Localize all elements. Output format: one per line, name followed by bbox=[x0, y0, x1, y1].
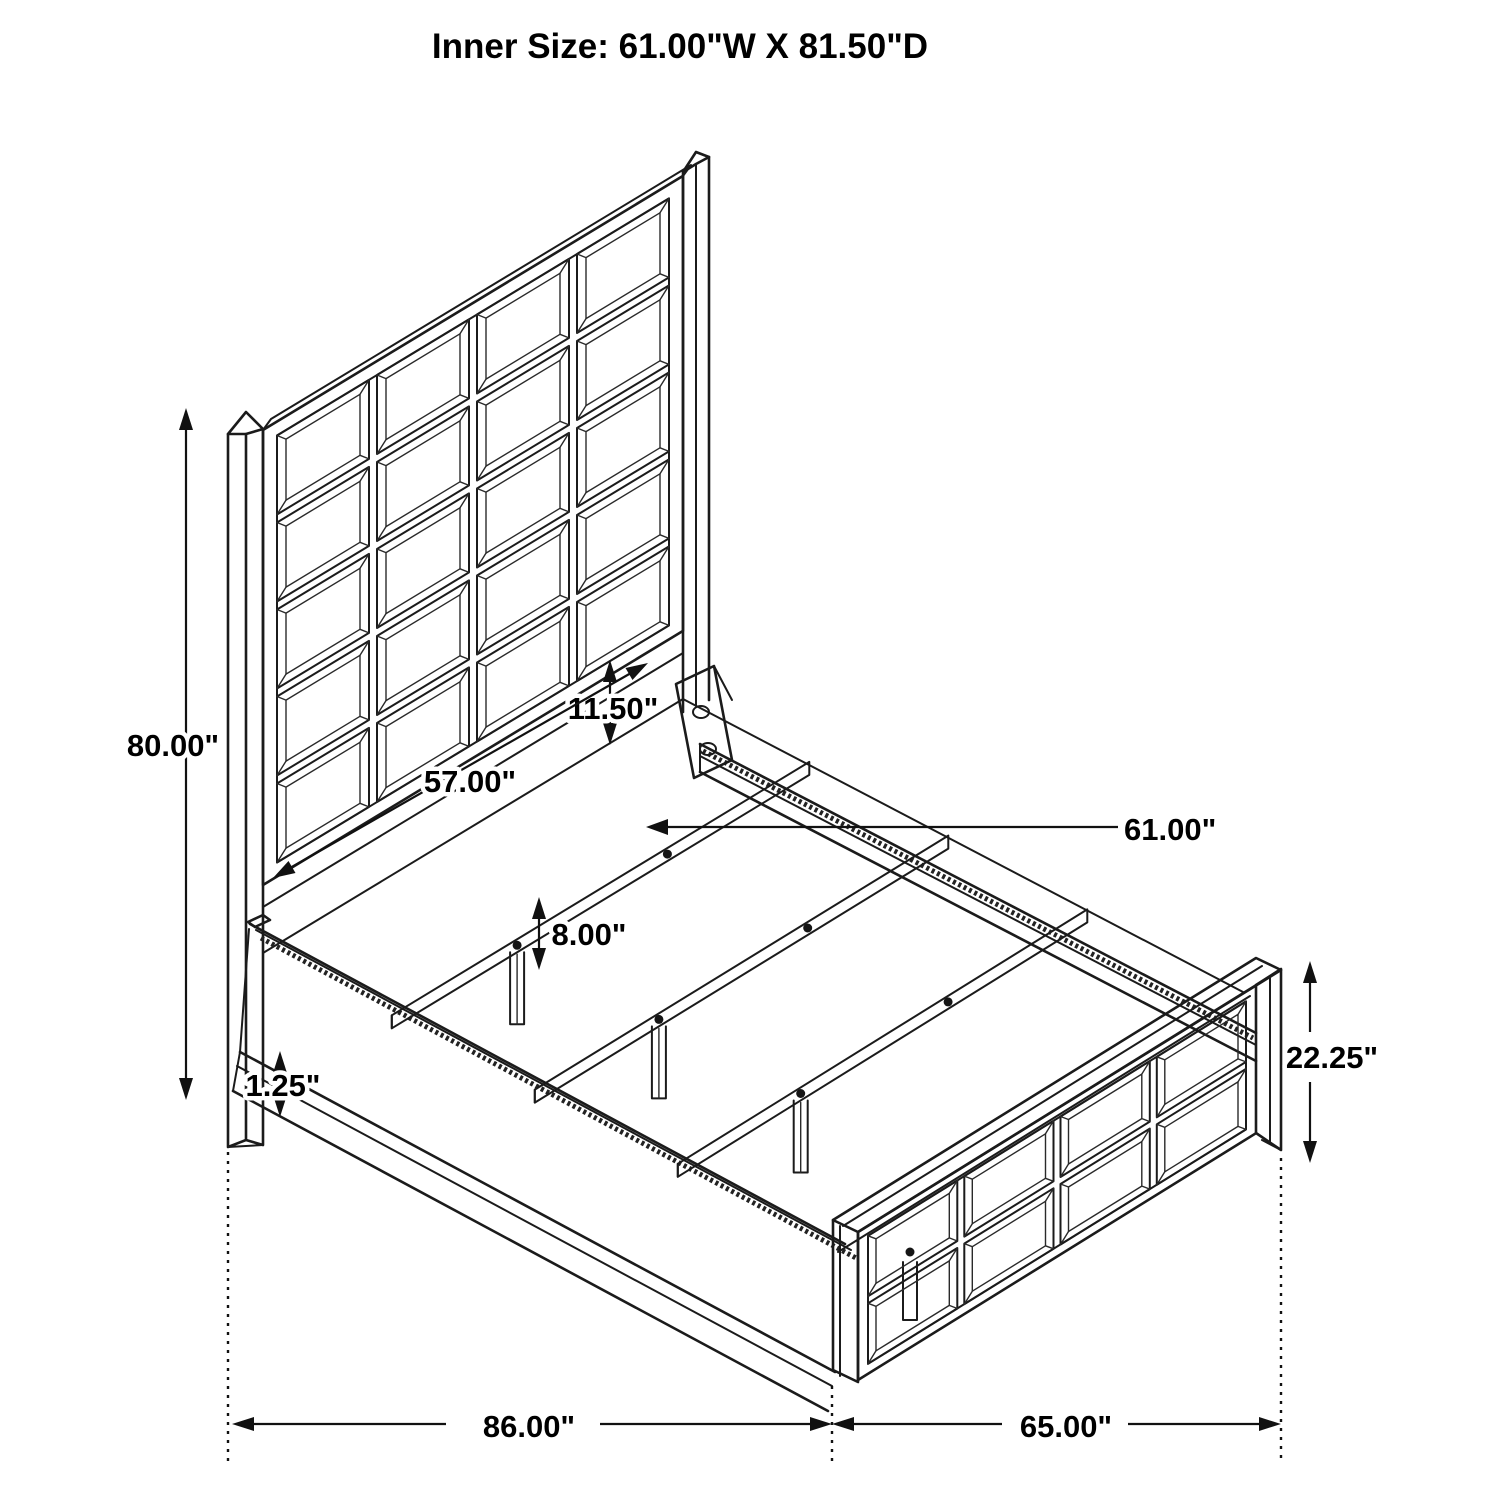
drawing-line bbox=[560, 682, 569, 686]
dim-overall-width bbox=[832, 1409, 1281, 1444]
drawing-line bbox=[377, 549, 386, 553]
drawing-line bbox=[1061, 1117, 1069, 1120]
drawing-line bbox=[360, 629, 369, 633]
drawing-line bbox=[460, 482, 469, 486]
drawing-line bbox=[477, 315, 486, 319]
drawing-line bbox=[1157, 1057, 1165, 1060]
drawing-line bbox=[577, 428, 586, 432]
drawing-line bbox=[1061, 1184, 1069, 1187]
headboard-left-post bbox=[228, 412, 263, 1147]
drawing-line bbox=[386, 508, 460, 614]
drawing-line bbox=[377, 636, 386, 640]
drawing-line bbox=[392, 762, 810, 1028]
dim-headboard-height bbox=[127, 408, 219, 1100]
drawing-line bbox=[560, 334, 569, 338]
drawing-line bbox=[286, 481, 360, 587]
screw-hole bbox=[803, 924, 812, 933]
page-title: Inner Size: 61.00"W X 81.50"D bbox=[431, 27, 929, 66]
label-overall-width: 65.00" bbox=[1019, 1409, 1113, 1444]
drawing-line bbox=[460, 395, 469, 399]
drawing-line bbox=[277, 436, 286, 440]
drawing-line bbox=[577, 515, 586, 519]
rail-bracket bbox=[676, 666, 732, 778]
drawing-line bbox=[477, 663, 486, 667]
label-headboard-panel-width: 57.00" bbox=[423, 764, 517, 799]
drawing-line bbox=[964, 1176, 972, 1179]
slat-supports bbox=[392, 762, 1088, 1177]
dim-footboard-height bbox=[1286, 961, 1378, 1163]
drawing-line bbox=[360, 803, 369, 807]
drawing-line bbox=[660, 361, 669, 365]
drawing-line bbox=[577, 254, 586, 258]
drawing-line bbox=[1069, 1142, 1142, 1232]
screw-hole bbox=[796, 1089, 805, 1098]
drawing-line bbox=[560, 595, 569, 599]
near-side-rail bbox=[233, 915, 856, 1411]
drawing-line bbox=[660, 622, 669, 626]
drawing-line bbox=[586, 387, 660, 493]
drawing-line bbox=[577, 341, 586, 345]
drawing-line bbox=[277, 697, 286, 701]
label-rail-lip: 1.25" bbox=[245, 1068, 321, 1103]
drawing-line bbox=[949, 1305, 957, 1308]
drawing-line bbox=[360, 716, 369, 720]
drawing-line bbox=[577, 602, 586, 606]
drawing-line bbox=[477, 576, 486, 580]
screw-hole bbox=[663, 850, 672, 859]
drawing-line bbox=[460, 743, 469, 747]
drawing-line bbox=[1238, 1126, 1246, 1129]
drawing-line bbox=[477, 402, 486, 406]
drawing-line bbox=[386, 595, 460, 701]
drawing-line bbox=[360, 542, 369, 546]
drawing-line bbox=[377, 723, 386, 727]
footboard bbox=[833, 958, 1281, 1382]
headboard-right-post bbox=[683, 152, 709, 712]
drawing-line bbox=[1142, 1119, 1150, 1122]
drawing-line bbox=[868, 1303, 876, 1306]
drawing-line bbox=[660, 274, 669, 278]
drawing-line bbox=[360, 455, 369, 459]
drawing-line bbox=[560, 508, 569, 512]
drawing-line bbox=[277, 610, 286, 614]
drawing-line bbox=[1142, 1186, 1150, 1189]
label-inner-width: 61.00" bbox=[1124, 812, 1217, 847]
drawing-line bbox=[868, 1001, 1246, 1363]
label-headboard-height: 80.00" bbox=[126, 728, 220, 763]
drawing-line bbox=[660, 448, 669, 452]
drawing-line bbox=[486, 447, 560, 553]
drawing-line bbox=[1238, 1059, 1246, 1062]
drawing-line bbox=[868, 1236, 876, 1239]
drawing-line bbox=[660, 535, 669, 539]
drawing-line bbox=[949, 1238, 957, 1241]
drawing-line bbox=[277, 784, 286, 788]
drawing-line bbox=[964, 1244, 972, 1247]
drawing-line bbox=[858, 985, 1256, 1380]
drawing-line bbox=[586, 300, 660, 406]
drawing-line bbox=[460, 569, 469, 573]
drawing-line bbox=[560, 421, 569, 425]
dim-overall-length bbox=[232, 1409, 832, 1444]
drawing-line bbox=[386, 421, 460, 527]
label-support-leg-height: 8.00" bbox=[551, 917, 627, 952]
headboard bbox=[228, 152, 709, 1147]
drawing-line bbox=[1157, 1124, 1165, 1127]
drawing-line bbox=[377, 462, 386, 466]
drawing-line bbox=[1046, 1246, 1054, 1249]
drawing-line bbox=[486, 534, 560, 640]
drawing-line bbox=[486, 360, 560, 466]
drawing-line bbox=[535, 836, 949, 1103]
drawing-line bbox=[586, 474, 660, 580]
drawing-line bbox=[277, 523, 286, 527]
footboard-panel-grid bbox=[858, 985, 1256, 1380]
label-headboard-clearance: 11.50" bbox=[567, 691, 659, 726]
drawing-line bbox=[1046, 1178, 1054, 1181]
screw-hole bbox=[906, 1248, 915, 1257]
screw-hole bbox=[654, 1015, 663, 1024]
footboard-right-post bbox=[1256, 969, 1281, 1150]
drawing-line bbox=[286, 568, 360, 674]
label-overall-length: 86.00" bbox=[482, 1409, 576, 1444]
drawing-line bbox=[678, 909, 1088, 1176]
screw-hole bbox=[513, 941, 522, 950]
drawing-line bbox=[477, 489, 486, 493]
drawing-line bbox=[377, 375, 386, 379]
screw-hole bbox=[944, 997, 953, 1006]
drawing-line bbox=[460, 656, 469, 660]
label-footboard-height: 22.25" bbox=[1285, 1040, 1379, 1075]
drawing-line bbox=[1165, 1082, 1238, 1172]
drawing-line bbox=[286, 655, 360, 761]
